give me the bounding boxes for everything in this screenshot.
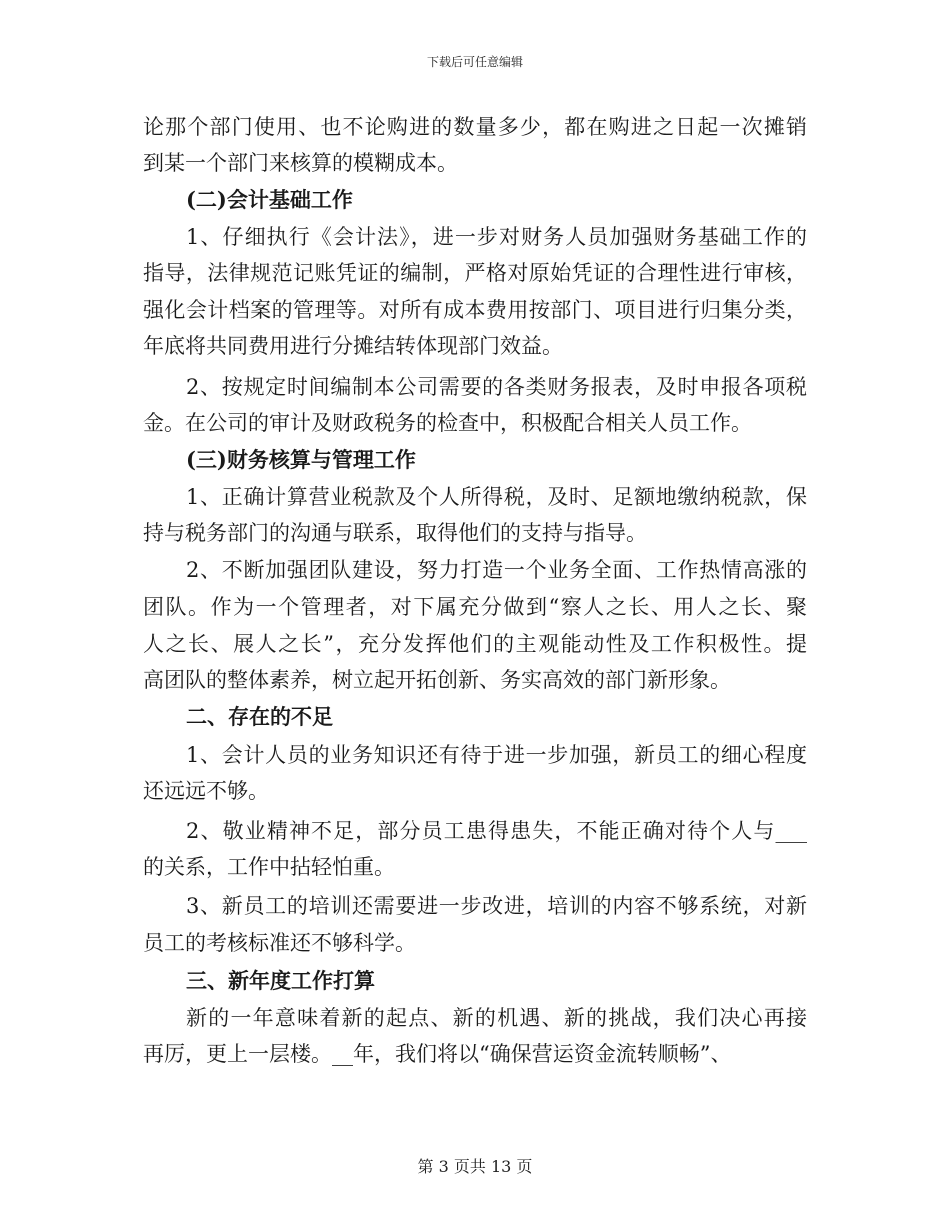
body-line: 强化会计档案的管理等。对所有成本费用按部门、项目进行归集分类， — [143, 298, 807, 322]
body-line: 年底将共同费用进行分摊结转体现部门效益。 — [143, 334, 563, 358]
body-line: 金。在公司的审计及财政税务的检查中，积极配合相关人员工作。 — [143, 411, 752, 435]
section-heading: (二)会计基础工作 — [186, 187, 353, 212]
section-heading: (三)财务核算与管理工作 — [186, 447, 416, 472]
section-heading: 二、存在的不足 — [186, 704, 333, 729]
body-line: 1、会计人员的业务知识还有待于进一步加强，新员工的细心程度 — [186, 743, 807, 767]
body-line: 1、仔细执行《会计法》，进一步对财务人员加强财务基础工作的 — [186, 225, 807, 249]
body-line: 2、不断加强团队建设，努力打造一个业务全面、工作热情高涨的 — [186, 558, 807, 582]
body-line: 员工的考核标准还不够科学。 — [143, 931, 416, 955]
body-line: 的关系，工作中拈轻怕重。 — [143, 855, 395, 879]
body-line: 到某一个部门来核算的模糊成本。 — [143, 151, 458, 175]
body-line: 指导，法律规范记账凭证的编制，严格对原始凭证的合理性进行审核， — [143, 261, 807, 285]
body-line: 论那个部门使用、也不论购进的数量多少，都在购进之日起一次摊销 — [143, 115, 807, 139]
body-line: 团队。作为一个管理者，对下属充分做到“察人之长、用人之长、聚 — [143, 595, 807, 619]
body-line: 人之长、展人之长”，充分发挥他们的主观能动性及工作积极性。提 — [143, 632, 807, 656]
body-line: 还远远不够。 — [143, 779, 269, 803]
page-header-note: 下载后可任意编辑 — [426, 55, 523, 69]
body-line: 持与税务部门的沟通与联系，取得他们的支持与指导。 — [143, 521, 647, 545]
body-line: 高团队的整体素养，树立起开拓创新、务实高效的部门新形象。 — [143, 668, 731, 692]
body-line: 新的一年意味着新的起点、新的机遇、新的挑战，我们决心再接 — [186, 1006, 807, 1030]
page-footer: 第 3 页共 13 页 — [417, 1157, 533, 1176]
body-line: 再厉，更上一层楼。__年，我们将以“确保营运资金流转顺畅”、 — [143, 1042, 732, 1066]
body-line: 1、正确计算营业税款及个人所得税，及时、足额地缴纳税款，保 — [186, 485, 807, 509]
body-line: 3、新员工的培训还需要进一步改进，培训的内容不够系统，对新 — [186, 894, 807, 918]
section-heading: 三、新年度工作打算 — [186, 968, 375, 993]
body-line: 2、按规定时间编制本公司需要的各类财务报表，及时申报各项税 — [186, 375, 807, 399]
body-line: 2、敬业精神不足，部分员工患得患失，不能正确对待个人与___ — [186, 819, 807, 843]
